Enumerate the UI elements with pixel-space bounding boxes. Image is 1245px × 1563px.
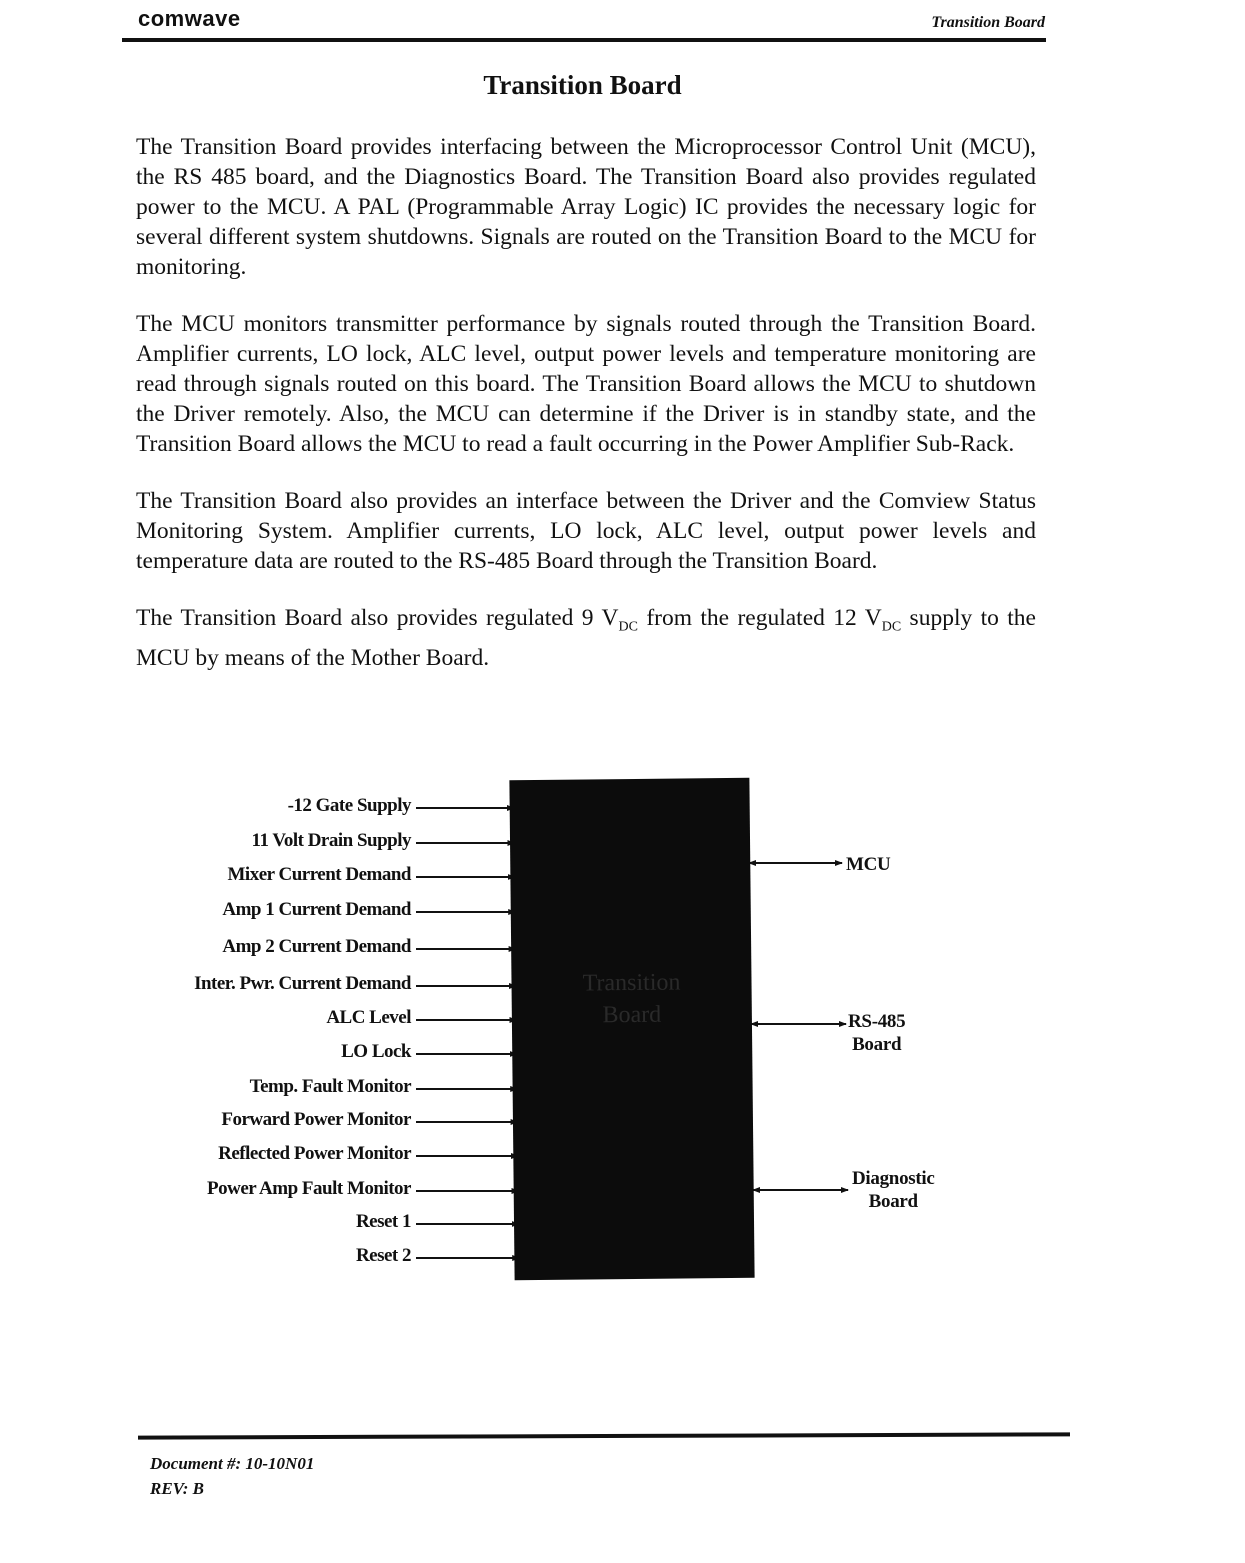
input-label: Reset 1: [355, 1211, 411, 1232]
paragraph-1: The Transition Board provides interfacing between the Microprocessor Control Unit (MCU), the RS 485 board, and the Diagnostics Board. The Transition Board also provides regulated power to the MCU. A PAL (Programmable Array Logic) IC provides the necessary logic for several different system shutdowns. Signals are routed on the Transition Board to the MCU for monitoring.: [136, 134, 1036, 280]
p4-part-c: supply to the MCU by means of the Mother Board.: [136, 605, 1036, 671]
input-label: Reset 2: [355, 1245, 411, 1266]
input-label: Mixer Current Demand: [227, 864, 411, 885]
block-label-line1: Transition: [582, 969, 681, 997]
input-label: Reflected Power Monitor: [218, 1143, 411, 1164]
header-section-title: Transition Board: [931, 14, 1045, 31]
input-label: Power Amp Fault Monitor: [207, 1178, 411, 1199]
input-label: Amp 1 Current Demand: [222, 899, 411, 920]
p4-part-a: The Transition Board also provides regulated 9 V: [136, 605, 619, 631]
p4-subscript-2: DC: [881, 619, 902, 635]
output-rs485: [848, 1010, 905, 1056]
diagnostic-line2: Board: [868, 1191, 918, 1212]
paragraph-3: The Transition Board also provides an interface between the Driver and the Comview Status Monitoring System. Amplifier currents, LO lock, ALC level, output power levels and temperature data are routed to the RS-485 Board through the Transition Board.: [136, 488, 1036, 574]
input-label: Inter. Pwr. Current Demand: [194, 973, 411, 994]
input-label: ALC Level: [326, 1007, 411, 1028]
transition-board-block: [509, 778, 754, 1280]
input-label: Forward Power Monitor: [221, 1109, 411, 1130]
diagnostic-line1: Diagnostic: [852, 1168, 935, 1189]
revision: REV: B: [150, 1479, 205, 1498]
p4-subscript-1: DC: [618, 619, 638, 635]
input-label: 11 Volt Drain Supply: [251, 830, 411, 851]
input-label: Amp 2 Current Demand: [222, 936, 411, 957]
rs485-line1: RS-485: [848, 1011, 906, 1032]
input-label: LO Lock: [341, 1041, 411, 1062]
logo-text: comwave: [138, 6, 241, 31]
paragraph-2: The MCU monitors transmitter performance by signals routed through the Transition Board. Amplifier currents, LO lock, ALC level, output power levels and temperature monitoring are read through signals routed on this board. The Transition Board allows the MCU to shutdown the Driver remotely. Also, the MCU can determine if the Driver is in standby state, and the Transition Board allows the MCU to read a fault occurring in the Power Amplifier Sub-Rack.: [136, 311, 1036, 457]
input-label: -12 Gate Supply: [287, 795, 411, 816]
block-label-line2: Board: [602, 1001, 662, 1029]
rs485-line2: Board: [852, 1034, 902, 1055]
output-mcu: MCU: [846, 854, 891, 875]
input-label: Temp. Fault Monitor: [249, 1076, 411, 1097]
output-diagnostic: [852, 1167, 935, 1213]
p4-part-b: from the regulated 12 V: [637, 605, 882, 631]
document-number: Document #: 10-10N01: [150, 1454, 315, 1473]
page-title: Transition Board: [483, 70, 682, 100]
block-label: [511, 966, 752, 1033]
